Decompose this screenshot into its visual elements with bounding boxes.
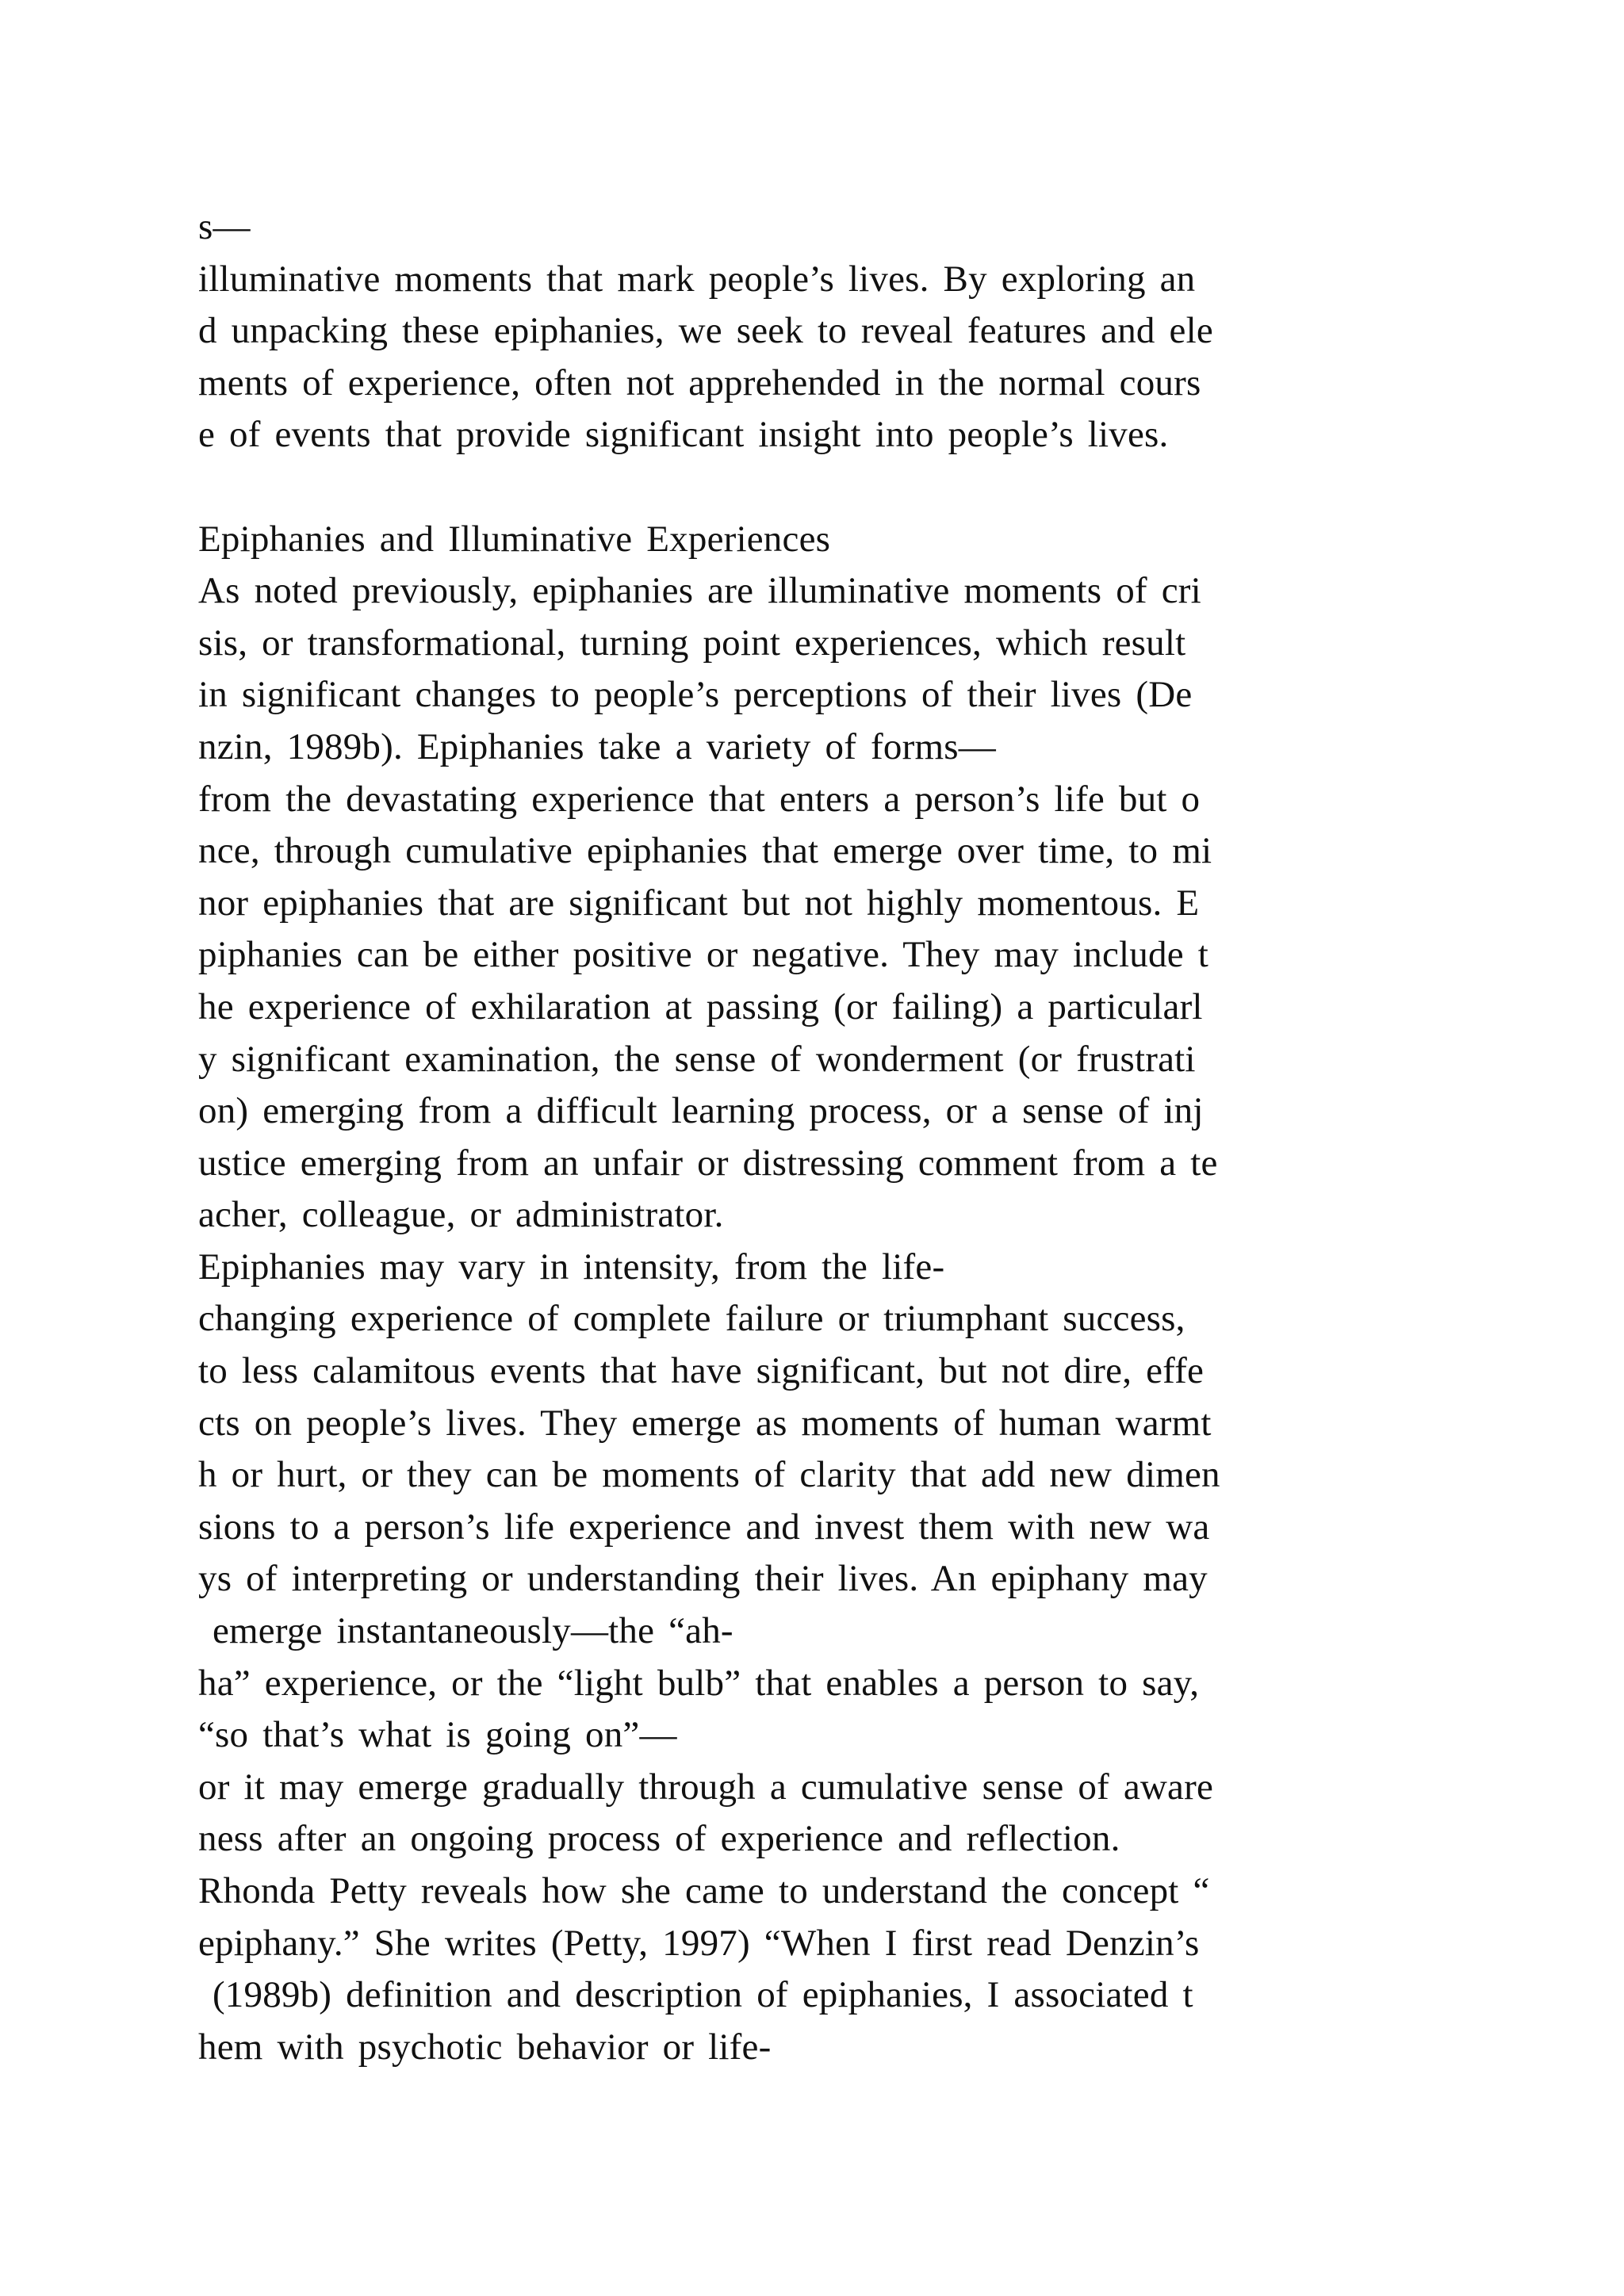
text-line: cts on people’s lives. They emerge as moments of human warmt — [198, 1402, 1212, 1444]
text-line: h or hurt, or they can be moments of clarity that add new dimen — [198, 1454, 1220, 1496]
text-line: Rhonda Petty reveals how she came to understand the concept “ — [198, 1870, 1210, 1911]
text-line: s— — [198, 206, 251, 247]
text-line: As noted previously, epiphanies are illuminative moments of cri — [198, 570, 1201, 612]
text-line: changing experience of complete failure or triumphant success, — [198, 1298, 1185, 1340]
text-line: e of events that provide significant insight into people’s lives. — [198, 414, 1169, 456]
text-line: nce, through cumulative epiphanies that emerge over time, to mi — [198, 830, 1212, 872]
text-line: ustice emerging from an unfair or distressing comment from a te — [198, 1142, 1218, 1184]
text-line: y significant examination, the sense of wonderment (or frustrati — [198, 1038, 1196, 1080]
text-line: ys of interpreting or understanding their lives. An epiphany may — [198, 1558, 1208, 1600]
body-text — [198, 201, 1435, 2073]
text-line: illuminative moments that mark people’s lives. By exploring an — [198, 258, 1196, 300]
text-line: or it may emerge gradually through a cumulative sense of aware — [198, 1766, 1214, 1808]
text-line: acher, colleague, or administrator. — [198, 1194, 724, 1236]
text-line: (1989b) definition and description of epiphanies, I associated t — [198, 1974, 1193, 2016]
text-line: sions to a person’s life experience and invest them with new wa — [198, 1506, 1210, 1548]
text-line: hem with psychotic behavior or life- — [198, 2026, 772, 2068]
text-line: ha” experience, or the “light bulb” that enables a person to say, — [198, 1662, 1200, 1704]
text-line: ments of experience, often not apprehended in the normal cours — [198, 362, 1201, 404]
text-line: d unpacking these epiphanies, we seek to reveal features and ele — [198, 310, 1213, 352]
text-line: ness after an ongoing process of experience and reflection. — [198, 1818, 1120, 1860]
text-line: epiphany.” She writes (Petty, 1997) “When I first read Denzin’s — [198, 1922, 1200, 1964]
text-line: from the devastating experience that enters a person’s life but o — [198, 778, 1201, 820]
text-line: “so that’s what is going on”— — [198, 1714, 677, 1756]
text-line: on) emerging from a difficult learning process, or a sense of inj — [198, 1090, 1204, 1132]
text-line: he experience of exhilaration at passing (or failing) a particularl — [198, 985, 1203, 1027]
text-line: Epiphanies may vary in intensity, from the life- — [198, 1246, 945, 1288]
blank-line — [198, 461, 1435, 514]
text-line: nzin, 1989b). Epiphanies take a variety of forms— — [198, 725, 996, 767]
text-line: sis, or transformational, turning point experiences, which result — [198, 622, 1186, 664]
text-line: piphanies can be either positive or negative. They may include t — [198, 934, 1208, 976]
section-heading: Epiphanies and Illuminative Experiences — [198, 518, 831, 560]
text-line: in significant changes to people’s perceptions of their lives (De — [198, 674, 1193, 716]
text-line: emerge instantaneously—the “ah- — [198, 1610, 733, 1652]
text-line: to less calamitous events that have significant, but not dire, effe — [198, 1350, 1205, 1392]
text-line: nor epiphanies that are significant but not highly momentous. E — [198, 882, 1200, 924]
